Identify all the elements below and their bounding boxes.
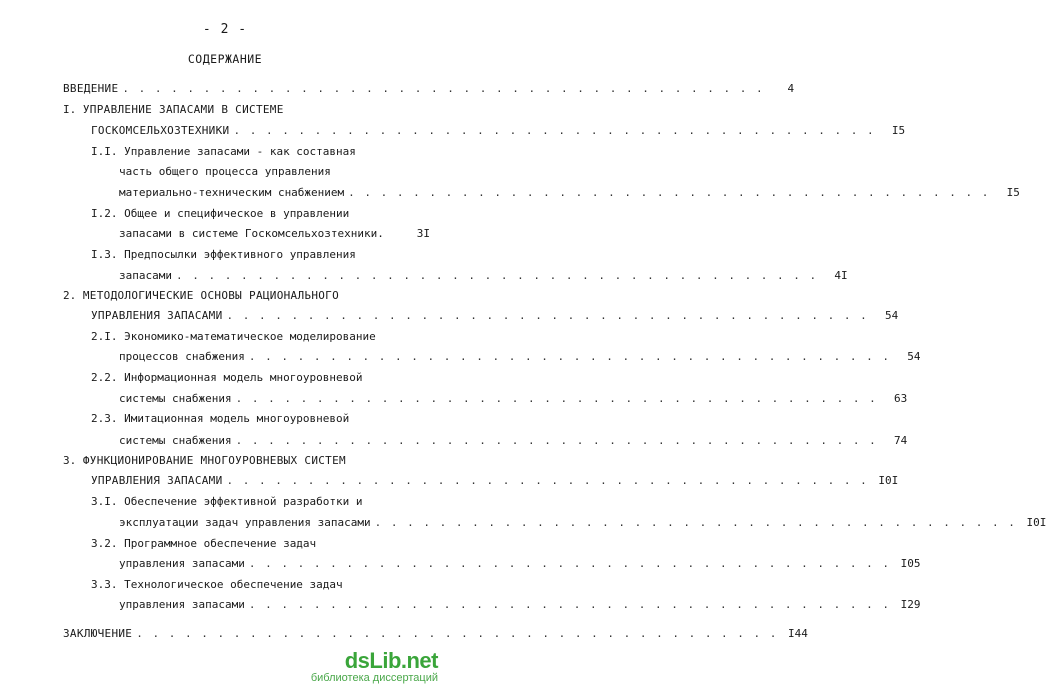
toc-entry-title: УПРАВЛЕНИЕ ЗАПАСАМИ В СИСТЕМЕ	[82, 103, 284, 116]
toc-page-number: I0I	[1026, 516, 1046, 529]
toc-entry-title: Информационная модель многоуровневой	[124, 371, 363, 384]
toc-entry-title: Обеспечение эффективной разработки и	[124, 495, 363, 508]
toc-entry-title: Экономико-математическое моделирование	[124, 330, 376, 343]
toc-entry-title: системы снабжения	[119, 434, 232, 447]
toc-page-number: 4	[787, 82, 795, 95]
toc-entry-number: 2.3.	[91, 412, 125, 425]
toc-entry	[63, 82, 795, 96]
toc-leader-dots: . . . . . . . . . . . . . . . . . . . . . . . . . . . . . . . . . . . . . . . .	[374, 516, 1017, 529]
toc-entry	[119, 598, 921, 612]
toc-entry	[63, 289, 430, 303]
toc-entry-title: Программное обеспечение задач	[124, 537, 317, 550]
toc-entry-title: часть общего процесса управления	[119, 165, 331, 178]
toc-entry	[91, 371, 430, 385]
toc-entry-title: Имитационная модель многоуровневой	[124, 412, 350, 425]
toc-entry-title: процессов снабжения	[119, 350, 245, 363]
toc-entry-title: УПРАВЛЕНИЯ ЗАПАСАМИ	[91, 309, 223, 322]
toc-entry	[63, 103, 430, 117]
toc-page-number: 3I	[416, 227, 430, 240]
toc-entry	[91, 412, 430, 426]
toc-heading: СОДЕРЖАНИЕ	[187, 52, 263, 66]
toc-entry-number: 3.	[63, 454, 83, 467]
toc-page-number: 54	[884, 309, 899, 322]
toc-leader-dots: . . . . . . . . . . . . . . . . . . . . . . . . . . . . . . . . . . . . . . . .	[248, 557, 891, 570]
watermark-subtitle: библиотека диссертаций	[310, 672, 438, 684]
toc-entry	[91, 330, 430, 344]
toc-entry-title: Общее и специфическое в управлении	[124, 207, 350, 220]
toc-entry	[91, 124, 906, 138]
toc-entry	[119, 186, 1020, 200]
toc-leader-dots: . . . . . . . . . . . . . . . . . . . . . . . . . . . . . . . . . . . . . . . .	[226, 309, 869, 322]
toc-entry	[119, 434, 908, 448]
toc-leader-dots: . . . . . . . . . . . . . . . . . . . . . . . . . . . . . . . . . . . . . . . .	[175, 269, 818, 282]
toc-entry-title: ЗАКЛЮЧЕНИЕ	[63, 627, 133, 640]
toc-entry-number: I.2.	[91, 207, 125, 220]
toc-entry	[91, 309, 899, 323]
toc-leader-dots: . . . . . . . . . . . . . . . . . . . . . . . . . . . . . . . . . . . . . . . .	[235, 434, 878, 447]
toc-page-number: I5	[1006, 186, 1020, 199]
toc-page-number: 4I	[834, 269, 848, 282]
toc-entry	[119, 516, 1046, 530]
toc-entry	[91, 495, 430, 509]
toc-entry	[91, 207, 430, 221]
toc-page-number: 54	[907, 350, 921, 363]
toc-entry	[63, 454, 430, 468]
page-number: - 2 -	[202, 22, 248, 37]
toc-entry-title: Управление запасами - как составная	[124, 145, 356, 158]
toc-page-number: I05	[900, 557, 921, 570]
toc-entry-number: 3.I.	[91, 495, 125, 508]
toc-entry-title: УПРАВЛЕНИЯ ЗАПАСАМИ	[91, 474, 223, 487]
toc-entry	[119, 269, 848, 283]
toc-leader-dots: . . . . . . . . . . . . . . . . . . . . . . . . . . . . . . . . . . . . . . . .	[348, 186, 990, 199]
watermark	[311, 648, 438, 684]
toc-page-number: I0I	[878, 474, 899, 487]
toc-entry-title: эксплуатации задач управления запасами	[119, 516, 371, 529]
toc-entry-title: запасами в системе Госкомсельхозтехники.	[119, 227, 384, 240]
toc-entry	[119, 557, 921, 571]
toc-entry	[91, 474, 899, 488]
toc-entry	[91, 537, 430, 551]
watermark-logo: dsLib.net	[344, 648, 438, 673]
toc-page-number: 63	[894, 392, 908, 405]
toc-entry-title: ВВЕДЕНИЕ	[63, 82, 119, 95]
toc-entry	[91, 145, 430, 159]
toc-entry-title: материально-техническим снабжением	[119, 186, 345, 199]
toc-leader-dots: . . . . . . . . . . . . . . . . . . . . . . . . . . . . . . . . . . . . . . . .	[122, 82, 765, 95]
toc-entry	[119, 227, 430, 241]
toc-entry-title: ФУНКЦИОНИРОВАНИЕ МНОГОУРОВНЕВЫХ СИСТЕМ	[82, 454, 346, 467]
toc-entry-number: I.3.	[91, 248, 125, 261]
toc-entry-number: I.I.	[91, 145, 125, 158]
toc-entry	[63, 627, 808, 641]
toc-entry	[119, 350, 921, 364]
toc-entry-number: 2.2.	[91, 371, 125, 384]
toc-entry-number: I.	[63, 103, 83, 116]
toc-entry-title: МЕТОДОЛОГИЧЕСКИЕ ОСНОВЫ РАЦИОНАЛЬНОГО	[82, 289, 340, 302]
toc-leader-dots: . . . . . . . . . . . . . . . . . . . . . . . . . . . . . . . . . . . . . . . .	[136, 627, 778, 640]
toc-entry-title: Предпосылки эффективного управления	[124, 248, 356, 261]
toc-entry-title: системы снабжения	[119, 392, 232, 405]
toc-entry-title: Технологическое обеспечение задач	[124, 578, 343, 591]
toc-page-number: I5	[891, 124, 906, 137]
toc-entry-number: 3.3.	[91, 578, 125, 591]
toc-leader-dots: . . . . . . . . . . . . . . . . . . . . . . . . . . . . . . . . . . . . . . . .	[235, 392, 878, 405]
toc-entry	[119, 392, 908, 406]
toc-entry	[91, 578, 430, 592]
toc-entry-title: запасами	[119, 269, 172, 282]
toc-entry-number: 2.	[63, 289, 83, 302]
toc-leader-dots: . . . . . . . . . . . . . . . . . . . . . . . . . . . . . . . . . . . . . . . .	[248, 598, 891, 611]
toc-entry-title: управления запасами	[119, 557, 245, 570]
toc-page-number: 74	[894, 434, 908, 447]
toc-entry-title: ГОСКОМСЕЛЬХОЗТЕХНИКИ	[91, 124, 230, 137]
toc-entry-title: управления запасами	[119, 598, 245, 611]
toc-page-number: I44	[788, 627, 808, 640]
toc-entry-number: 3.2.	[91, 537, 125, 550]
toc-leader-dots: . . . . . . . . . . . . . . . . . . . . . . . . . . . . . . . . . . . . . . . .	[233, 124, 876, 137]
toc-leader-dots: . . . . . . . . . . . . . . . . . . . . . . . . . . . . . . . . . . . . . . . .	[226, 474, 869, 487]
toc-page-number: I29	[900, 598, 921, 611]
toc-entry	[91, 248, 430, 262]
toc-entry	[119, 165, 430, 179]
toc-leader-dots: . . . . . . . . . . . . . . . . . . . . . . . . . . . . . . . . . . . . . . . .	[248, 350, 891, 363]
toc-entry-number: 2.I.	[91, 330, 125, 343]
